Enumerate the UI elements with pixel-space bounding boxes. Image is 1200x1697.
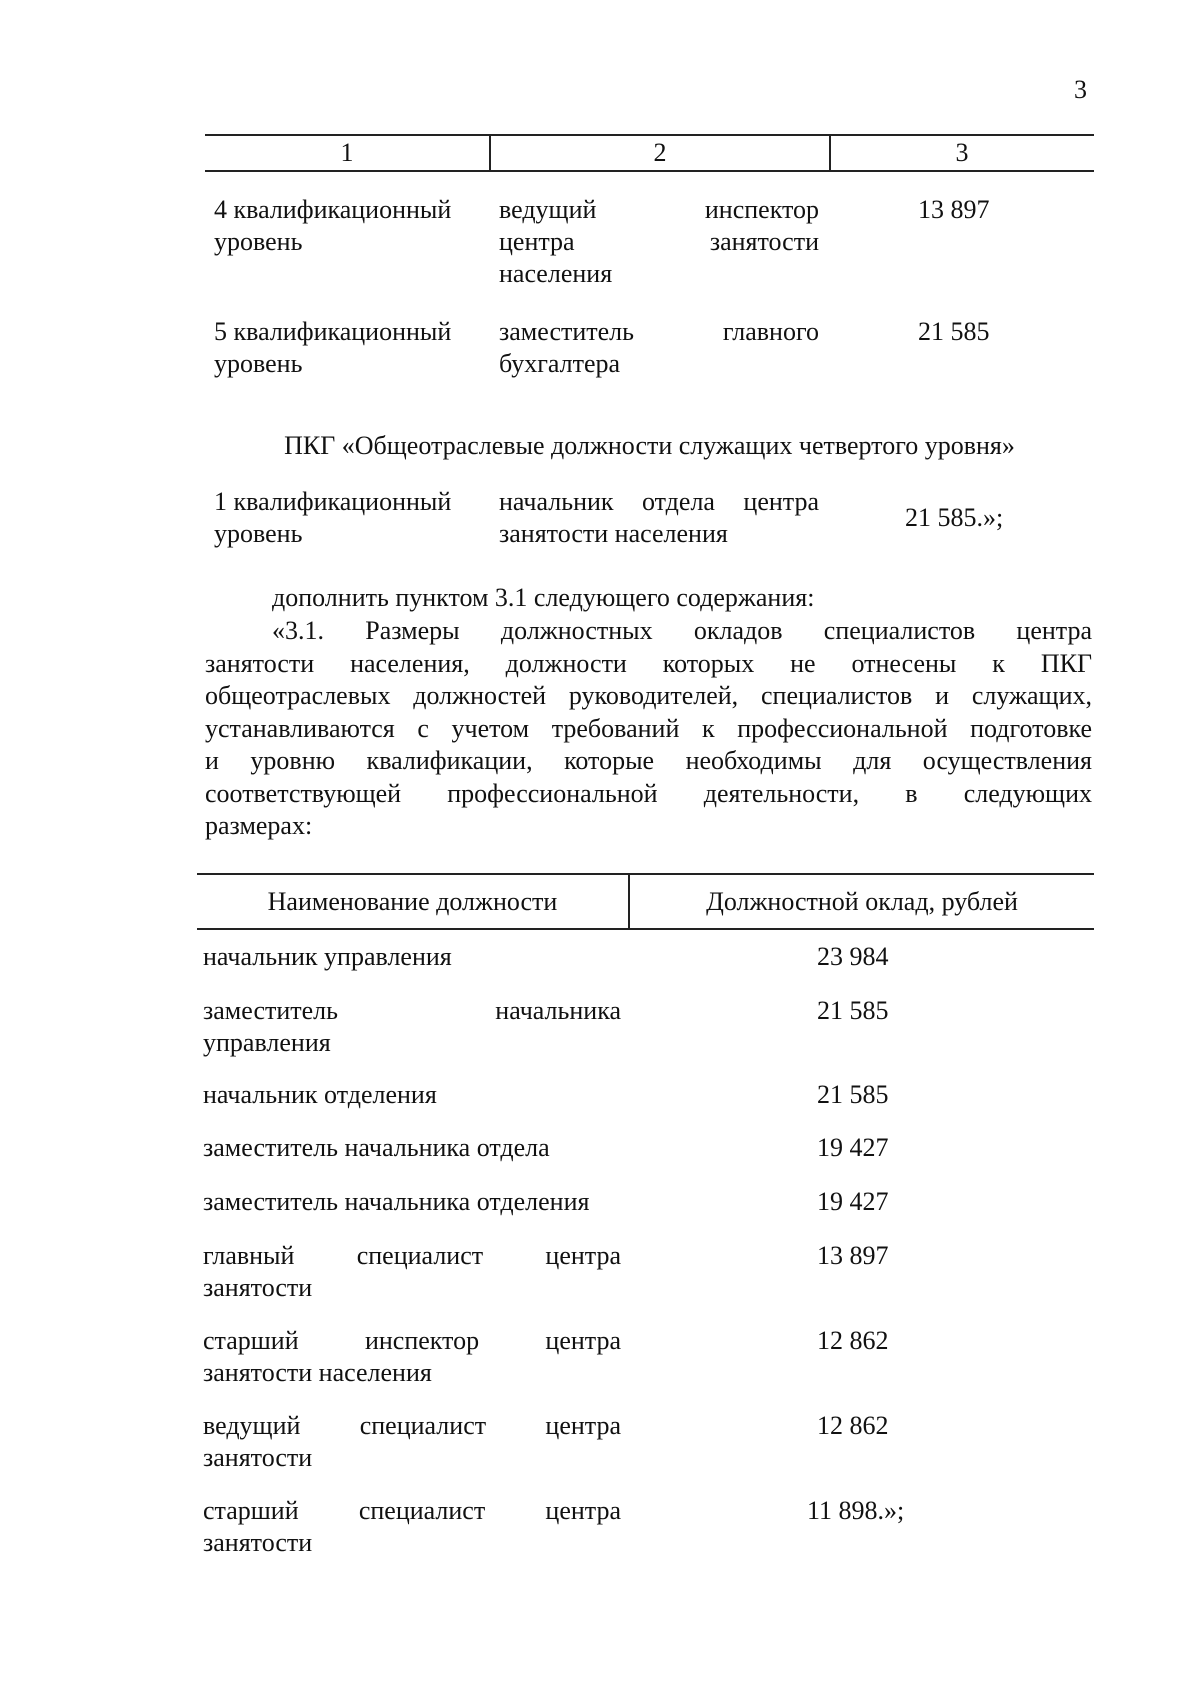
table2-cell-text: управления: [203, 1028, 331, 1057]
table2-row-name: [203, 995, 621, 1059]
table1-cell-text: населения: [499, 259, 613, 288]
table1-row-level5-col3: 21 585: [918, 317, 990, 346]
table2-row-salary: 21 585: [817, 996, 889, 1025]
table1-cell-text: 1 квалификационный: [214, 487, 452, 516]
table2-cell-text: ведущий специалист центра: [203, 1411, 621, 1440]
paragraph-line: общеотраслевых должностей руководителей, специалистов и служащих,: [205, 681, 1092, 710]
table1-header-col2: 2: [653, 138, 667, 167]
table2-header-name: Наименование должности: [267, 887, 558, 916]
table2-row-name: [203, 1186, 621, 1218]
table2-row-name: [203, 1495, 621, 1559]
table1-cell-text: уровень: [214, 227, 303, 256]
table2-row-salary: 19 427: [817, 1187, 889, 1216]
table2-cell-text: занятости населения: [203, 1358, 432, 1387]
table2-row-salary: 21 585: [817, 1080, 889, 1109]
table1-cell-text: ведущий инспектор: [499, 195, 819, 224]
table1-cell-text: начальник отдела центра: [499, 487, 819, 516]
table1-cell-text: занятости населения: [499, 519, 728, 548]
table1-cell-text: 4 квалификационный: [214, 195, 452, 224]
table2-row-name: [203, 1079, 621, 1111]
table2-cell-text: старший инспектор центра: [203, 1326, 621, 1355]
table2-cell-text: занятости: [203, 1528, 313, 1557]
paragraph-line: размерах:: [205, 811, 313, 840]
table2-row-salary: 12 862: [817, 1326, 889, 1355]
table2-cell-text: старший специалист центра: [203, 1496, 621, 1525]
table1-row-level5-col2: [499, 316, 819, 380]
paragraph-line: соответствующей профессиональной деятельности, в следующих: [205, 778, 1092, 808]
table2-cell-text: заместитель начальника отдела: [203, 1133, 550, 1162]
table2-header-salary: Должностной оклад, рублей: [706, 887, 1018, 916]
table1-cell-text: уровень: [214, 349, 303, 378]
table2-top-border: [197, 873, 1094, 875]
table1-cell-text: бухгалтера: [499, 349, 621, 378]
amend-line: дополнить пунктом 3.1 следующего содержания:: [272, 583, 815, 612]
table1-cell-text: центра занятости: [499, 227, 819, 256]
table1-row-level4-col1: [214, 194, 476, 258]
table2-row-name: [203, 1410, 621, 1474]
paragraph-3-1: [205, 615, 1092, 843]
table2-row-name: [203, 1132, 621, 1164]
table1-row-level4-col2: [499, 194, 819, 290]
table2-row-salary: 11 898.»;: [807, 1496, 905, 1525]
page-number: 3: [1074, 75, 1087, 104]
table2-cell-text: заместитель начальника: [203, 996, 621, 1025]
table2-cell-text: начальник отделения: [203, 1080, 437, 1109]
table1-cell-text: уровень: [214, 519, 303, 548]
table2-row-salary: 12 862: [817, 1411, 889, 1440]
paragraph-line: и уровню квалификации, которые необходимы для осуществления: [205, 746, 1092, 775]
table1-row-group-col2: [499, 486, 819, 550]
table2-cell-text: заместитель начальника отделения: [203, 1187, 590, 1216]
table1-row-group-col3: 21 585.»;: [905, 503, 1004, 532]
table2-cell-text: занятости: [203, 1273, 313, 1302]
table1-row-level4-col3: 13 897: [918, 195, 990, 224]
paragraph-line: занятости населения, должности которых не отнесены к ПКГ: [205, 648, 1092, 678]
table2-header-bottom-border: [197, 928, 1094, 930]
table1-row-level5-col1: [214, 316, 476, 380]
table2-row-name: [203, 1240, 621, 1304]
table2-row-salary: 23 984: [817, 942, 889, 971]
table2-row-name: [203, 941, 621, 973]
paragraph-line: «3.1. Размеры должностных окладов специалистов центра: [272, 616, 1092, 645]
table2-cell-text: главный специалист центра: [203, 1241, 621, 1270]
table2-cell-text: начальник управления: [203, 942, 452, 971]
table1-cell-text: 5 квалификационный: [214, 317, 452, 346]
table2-row-salary: 13 897: [817, 1241, 889, 1270]
table1-cell-text: заместитель главного: [499, 317, 819, 346]
table2-cell-text: занятости: [203, 1443, 313, 1472]
table1-group-title: ПКГ «Общеотраслевые должности служащих четвертого уровня»: [284, 431, 1015, 460]
table1-row-group-col1: [214, 486, 476, 550]
table1-header-bottom-border: [205, 170, 1094, 172]
table2-row-name: [203, 1325, 621, 1389]
table1-header-col3: 3: [955, 138, 969, 167]
paragraph-line: устанавливаются с учетом требований к профессиональной подготовке: [205, 713, 1092, 743]
table1-header-col1: 1: [340, 138, 354, 167]
table2-row-salary: 19 427: [817, 1133, 889, 1162]
table1-top-border: [205, 134, 1094, 136]
